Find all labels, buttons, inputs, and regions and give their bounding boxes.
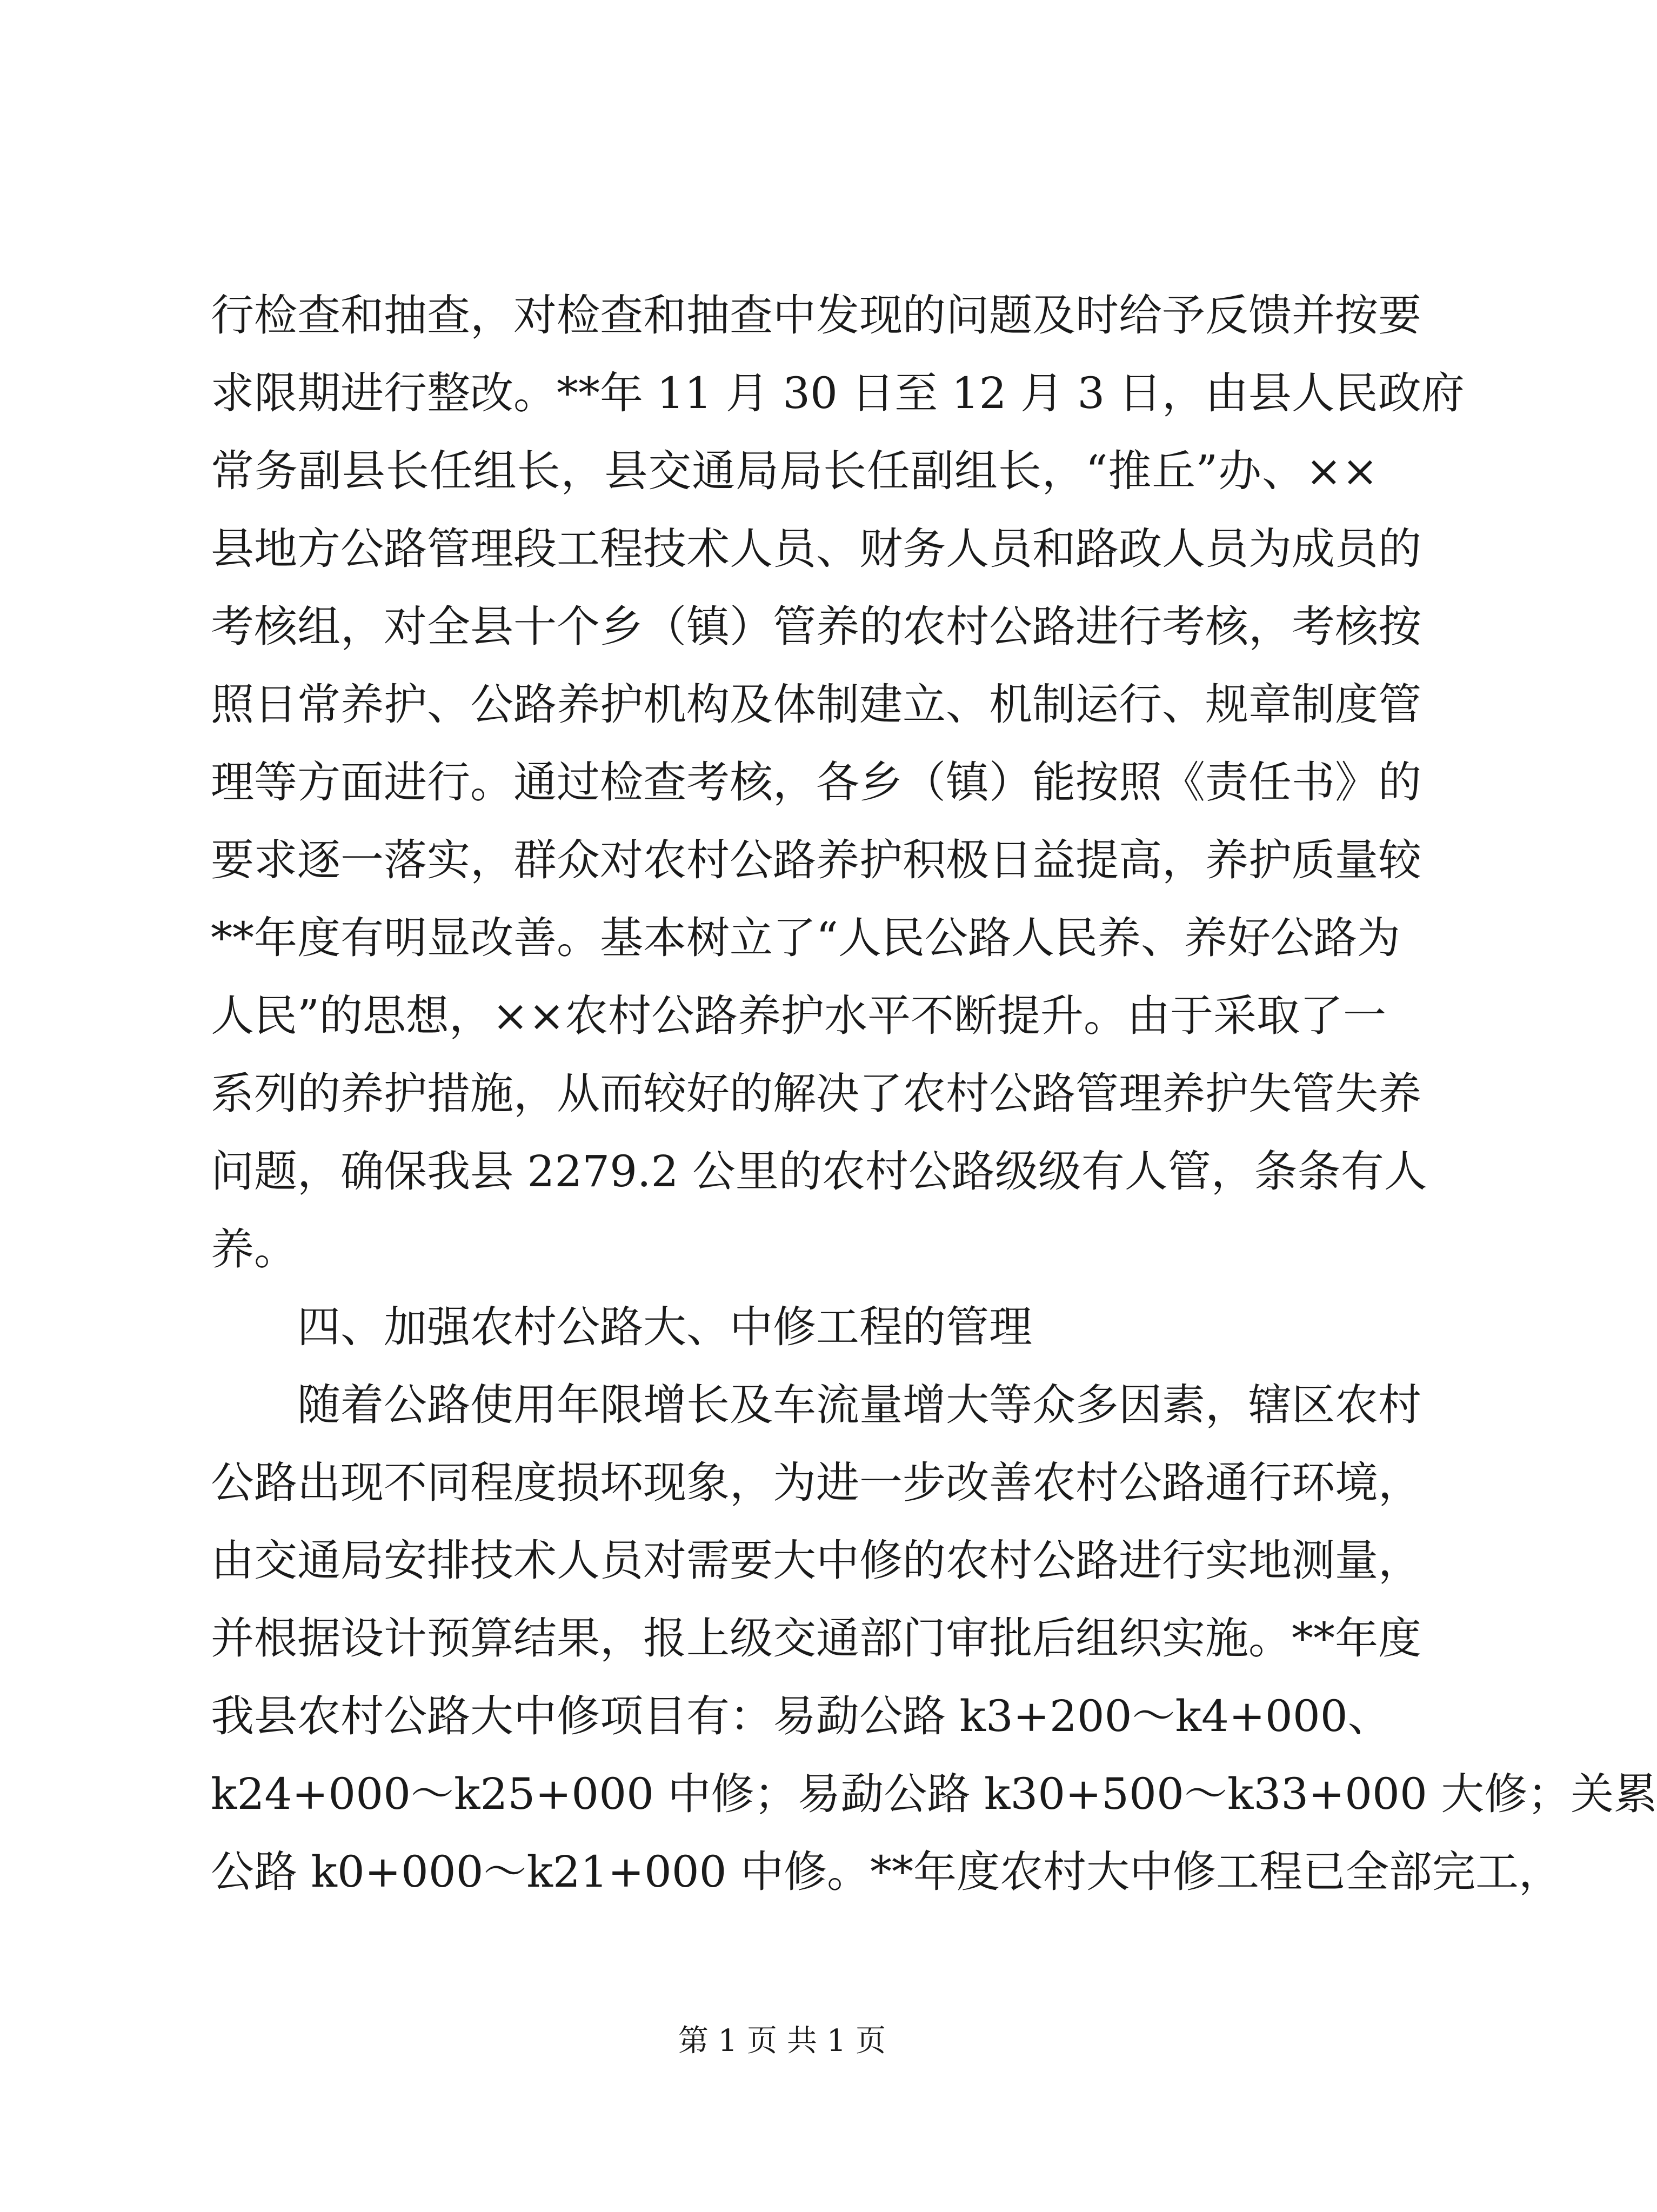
body-text: [211, 277, 1657, 1911]
text-line: 县地方公路管理段工程技术人员、财务人员和路政人员为成员的: [211, 524, 1421, 574]
section-heading: 四、加强农村公路大、中修工程的管理: [297, 1302, 1032, 1352]
text-line: k24+000～k25+000 中修；易勐公路 k30+500～k33+000 大修；关累: [211, 1769, 1657, 1819]
text-line: 公路出现不同程度损坏现象，为进一步改善农村公路通行环境，: [211, 1458, 1421, 1508]
text-line: **年度有明显改善。基本树立了“人民公路人民养、养好公路为: [211, 913, 1400, 963]
text-line: 照日常养护、公路养护机构及体制建立、机制运行、规章制度管: [211, 679, 1421, 730]
page-number: 第 1 页 共 1 页: [678, 2023, 886, 2059]
text-line: 考核组，对全县十个乡（镇）管养的农村公路进行考核，考核按: [211, 602, 1421, 652]
text-line: 理等方面进行。通过检查考核，各乡（镇）能按照《责任书》的: [211, 757, 1421, 807]
text-line: 随着公路使用年限增长及车流量增大等众多因素，辖区农村: [297, 1380, 1421, 1430]
text-line: 由交通局安排技术人员对需要大中修的农村公路进行实地测量，: [211, 1535, 1421, 1586]
text-line: 系列的养护措施，从而较好的解决了农村公路管理养护失管失养: [211, 1068, 1421, 1119]
text-line: 公路 k0+000～k21+000 中修。**年度农村大中修工程已全部完工，: [211, 1847, 1562, 1897]
text-line: 并根据设计预算结果，报上级交通部门审批后组织实施。**年度: [211, 1613, 1421, 1663]
text-line: 我县农村公路大中修项目有：易勐公路 k3+200～k4+000、: [211, 1691, 1391, 1741]
text-line: 要求逐一落实，群众对农村公路养护积极日益提高，养护质量较: [211, 835, 1421, 885]
page-footer: [0, 2022, 1564, 2060]
text-line: 人民”的思想，××农村公路养护水平不断提升。由于采取了一: [211, 991, 1386, 1041]
text-line: 问题，确保我县 2279.2 公里的农村公路级级有人管，条条有人: [211, 1146, 1427, 1197]
text-line: 求限期进行整改。**年 11 月 30 日至 12 月 3 日，由县人民政府: [211, 368, 1465, 418]
text-line: 养。: [211, 1224, 297, 1274]
text-line: 行检查和抽查，对检查和抽查中发现的问题及时给予反馈并按要: [211, 290, 1421, 340]
text-line: 常务副县长任组长，县交通局局长任副组长，“推丘”办、××: [211, 446, 1378, 496]
